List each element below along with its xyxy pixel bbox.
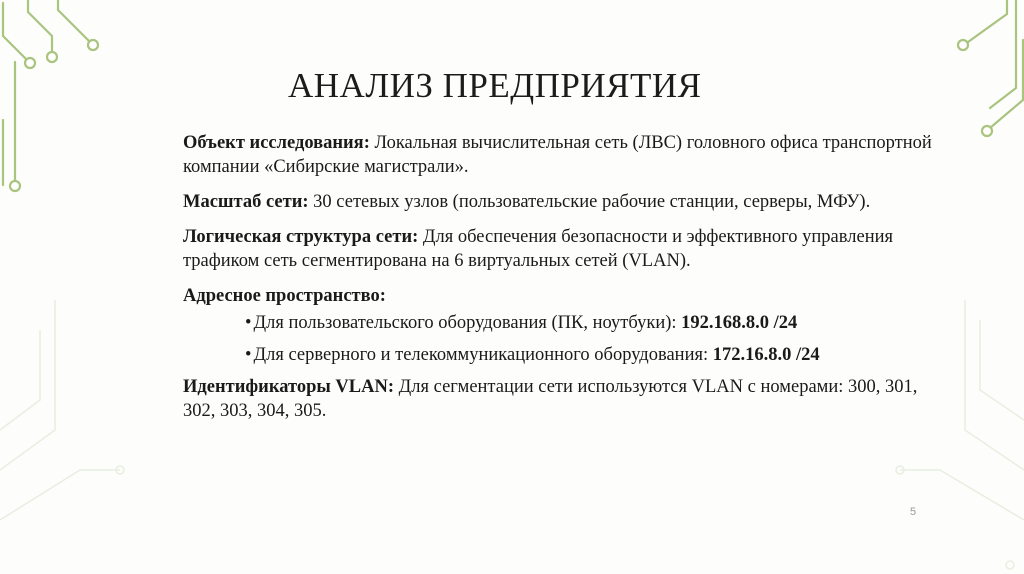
paragraph-network-scale bbox=[183, 190, 943, 214]
address-list bbox=[183, 311, 943, 367]
paragraph-label: Объект исследования: bbox=[183, 133, 370, 153]
circuit-trace bbox=[3, 3, 30, 63]
circuit-trace bbox=[58, 0, 90, 42]
paragraph-address-space bbox=[183, 284, 943, 308]
paragraph-label: Идентификаторы VLAN: bbox=[183, 377, 395, 397]
ip-range: 192.168.8.0 /24 bbox=[681, 313, 798, 333]
paragraph-label: Адресное пространство: bbox=[183, 286, 386, 306]
paragraph-text: Для обеспечения безопасности и эффективного управления трафиком сеть сегментирована на 6 виртуальных сетей (VLAN). bbox=[183, 227, 894, 271]
circuit-node bbox=[958, 40, 968, 50]
circuit-node bbox=[88, 40, 98, 50]
bullet-icon: • bbox=[245, 345, 252, 365]
circuit-trace bbox=[28, 0, 52, 52]
slide-body bbox=[183, 131, 943, 434]
paragraph-vlan-ids bbox=[183, 375, 943, 423]
paragraph-text: 30 сетевых узлов (пользовательские рабочие станции, серверы, МФУ). bbox=[308, 192, 871, 212]
page-number: 5 bbox=[910, 506, 917, 518]
paragraph-label: Масштаб сети: bbox=[183, 192, 309, 212]
circuit-node bbox=[47, 52, 57, 62]
paragraph-text: Локальная вычислительная сеть (ЛВС) головного офиса транспортной компании «Сибирские магистрали». bbox=[183, 133, 932, 177]
paragraph-label: Логическая структура сети: bbox=[183, 227, 419, 247]
list-item-text: Для пользовательского оборудования (ПК, ноутбуки): bbox=[253, 313, 682, 333]
list-item bbox=[245, 343, 943, 367]
circuit-trace bbox=[990, 40, 1023, 128]
circuit-node bbox=[982, 126, 992, 136]
list-item bbox=[245, 311, 943, 335]
circuit-node bbox=[25, 58, 35, 68]
paragraph-research-object bbox=[183, 131, 943, 179]
paragraph-logical-structure bbox=[183, 225, 943, 273]
paragraph-text: Для сегментации сети используются VLAN с номерами: 300, 301, 302, 303, 304, 305. bbox=[183, 377, 918, 421]
circuit-trace bbox=[968, 0, 1007, 42]
list-item-text: Для серверного и телекоммуникационного оборудования: bbox=[253, 345, 713, 365]
ip-range: 172.16.8.0 /24 bbox=[712, 345, 820, 365]
circuit-node bbox=[10, 181, 20, 191]
slide-title: АНАЛИЗ ПРЕДПРИЯТИЯ bbox=[288, 66, 702, 105]
bullet-icon: • bbox=[245, 313, 252, 333]
